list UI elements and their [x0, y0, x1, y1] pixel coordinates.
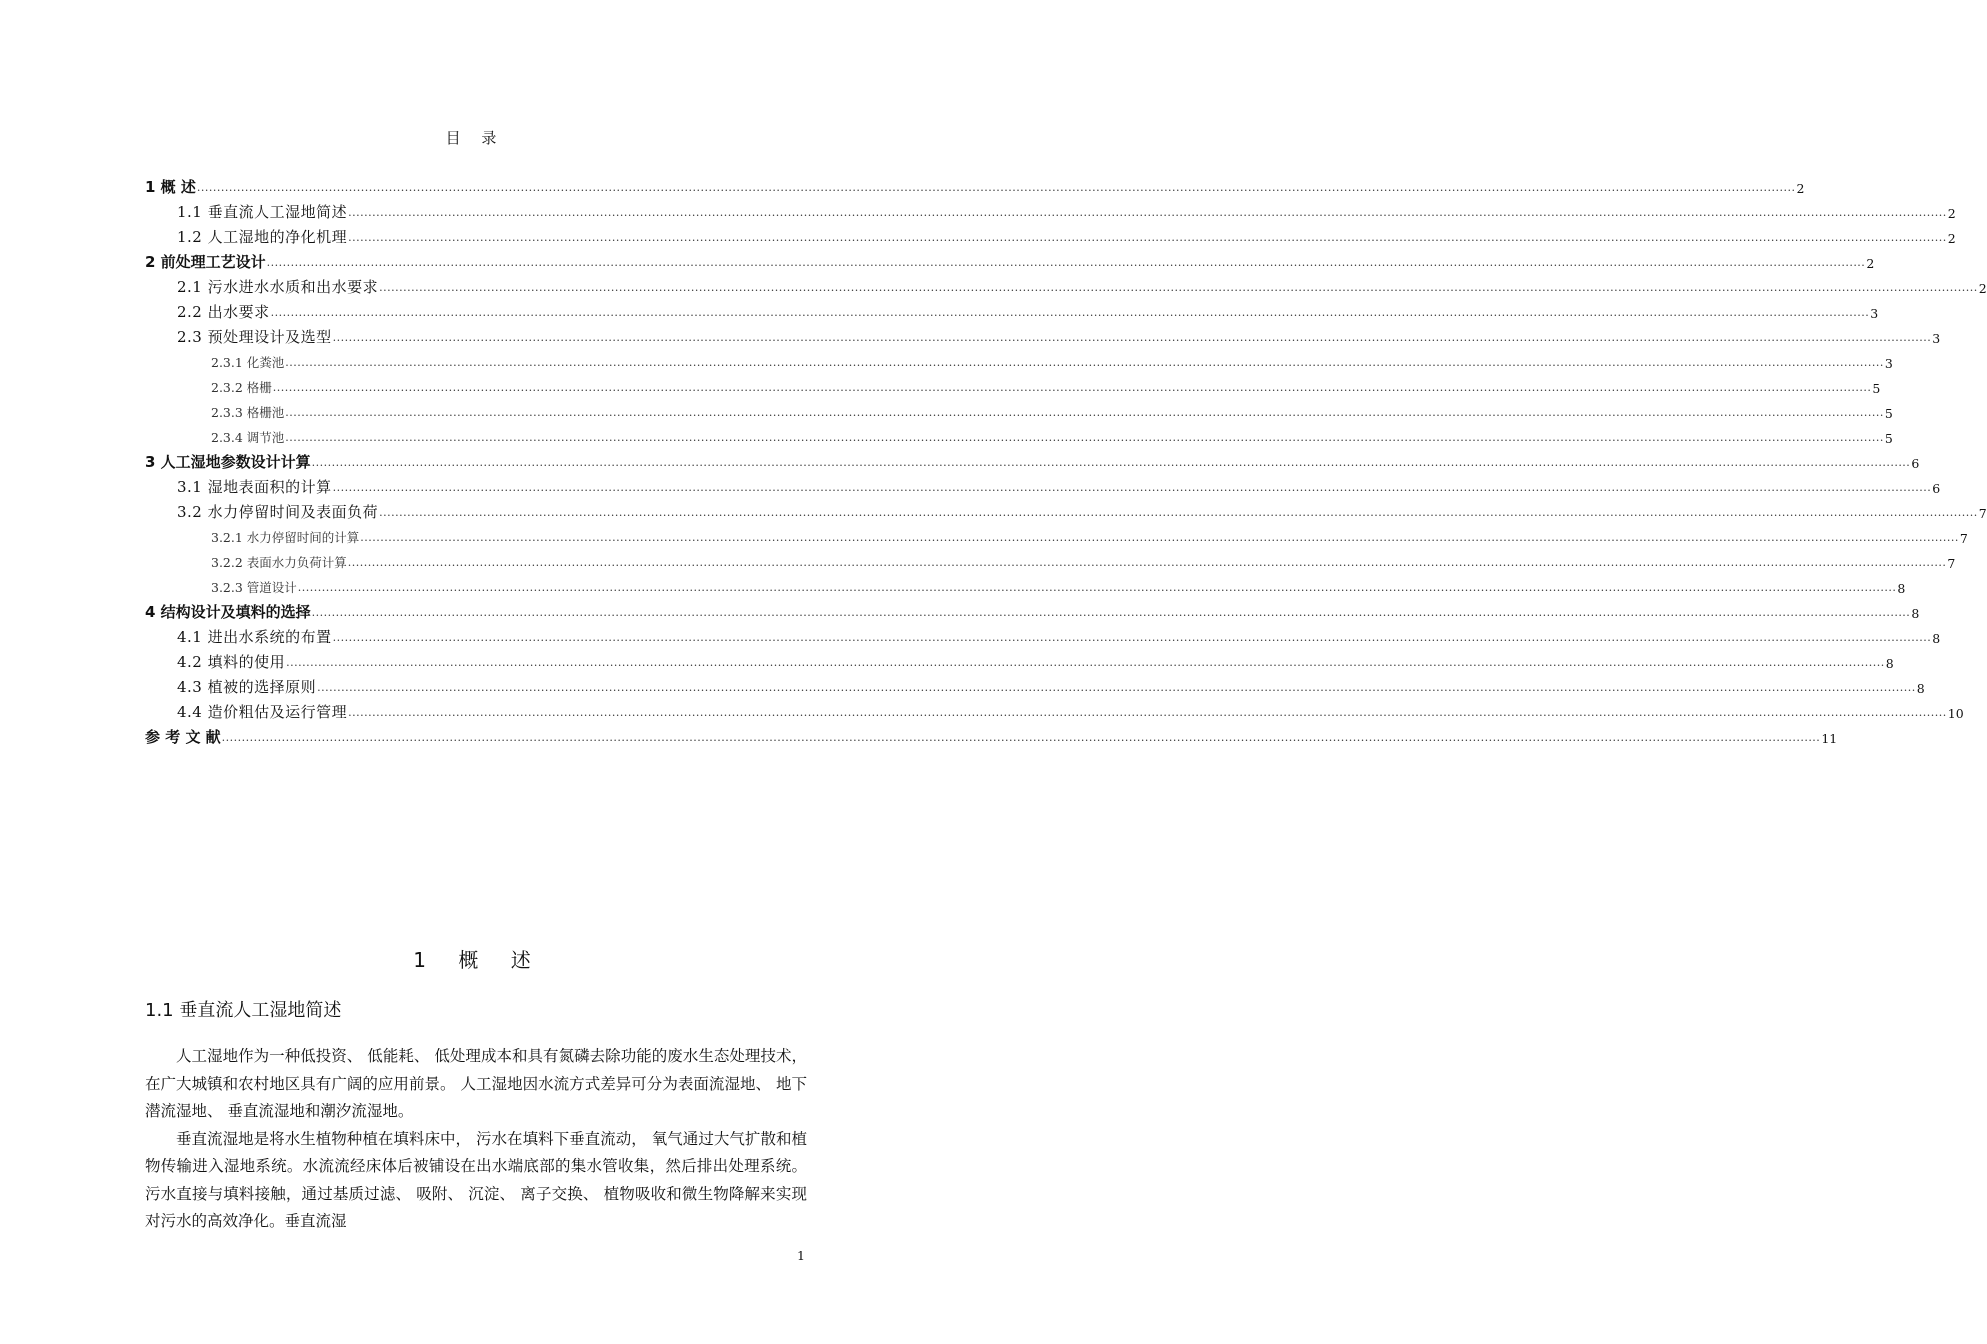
page-number: 1: [797, 1248, 805, 1263]
toc-leader-dots: ................................................................................................................................................................................................................................................................................................................................................................................................................: [332, 481, 1932, 494]
toc-leader-dots: ................................................................................................................................................................................................................................................................................................................................................................................................................: [285, 406, 1884, 419]
toc-entry[interactable]: [145, 349, 1893, 374]
toc-entry-label: 4.1 进出水系统的布置: [177, 628, 332, 646]
toc-entry-label: 2.3.3 格栅池: [211, 405, 285, 420]
table-of-contents: [145, 174, 1987, 749]
toc-entry[interactable]: [145, 449, 1920, 474]
toc-entry[interactable]: [145, 674, 1925, 699]
toc-leader-dots: ................................................................................................................................................................................................................................................................................................................................................................................................................: [221, 731, 1821, 744]
toc-entry-label: 2.3.1 化粪池: [211, 355, 285, 370]
toc-entry-label: 3.2.2 表面水力负荷计算: [211, 555, 347, 570]
toc-entry-page: 3: [1870, 306, 1879, 321]
toc-leader-dots: ................................................................................................................................................................................................................................................................................................................................................................................................................: [348, 206, 1947, 219]
toc-entry[interactable]: [145, 224, 1956, 249]
toc-entry-label: 2.1 污水进水水质和出水要求: [177, 278, 379, 296]
toc-entry-page: 8: [1911, 606, 1920, 621]
toc-entry-page: 8: [1885, 656, 1894, 671]
toc-entry-page: 11: [1821, 731, 1838, 746]
toc-leader-dots: ................................................................................................................................................................................................................................................................................................................................................................................................................: [286, 656, 1885, 669]
toc-entry-page: 2: [1866, 256, 1875, 271]
toc-entry-page: 2: [1947, 231, 1956, 246]
toc-entry[interactable]: [145, 324, 1941, 349]
section-heading: 1.1 垂直流人工湿地简述: [145, 1000, 342, 1021]
toc-entry-page: 7: [1947, 556, 1956, 571]
toc-entry-label: 3.1 湿地表面积的计算: [177, 478, 332, 496]
toc-entry[interactable]: [145, 174, 1805, 199]
toc-entry-label: 4 结构设计及填料的选择: [145, 603, 311, 621]
toc-entry[interactable]: [145, 524, 1968, 549]
toc-entry[interactable]: [145, 399, 1893, 424]
paragraph: 人工湿地作为一种低投资、 低能耗、 低处理成本和具有氮磷去除功能的废水生态处理技术， 在广大城镇和农村地区具有广阔的应用前景。 人工湿地因水流方式差异可分为表面流湿地、 地下潜流湿地、 垂直流湿地和潮汐流湿地。: [145, 1047, 807, 1120]
toc-entry[interactable]: [145, 474, 1941, 499]
toc-entry[interactable]: [145, 649, 1894, 674]
toc-entry-page: 5: [1884, 406, 1893, 421]
toc-entry-page: 8: [1932, 631, 1941, 646]
toc-leader-dots: ................................................................................................................................................................................................................................................................................................................................................................................................................: [285, 356, 1884, 369]
toc-entry-page: 5: [1884, 431, 1893, 446]
toc-entry[interactable]: [145, 724, 1838, 749]
toc-entry-label: 2.2 出水要求: [177, 303, 270, 321]
toc-leader-dots: ................................................................................................................................................................................................................................................................................................................................................................................................................: [270, 306, 1870, 319]
toc-entry[interactable]: [145, 249, 1875, 274]
toc-entry-page: 6: [1911, 456, 1920, 471]
toc-entry-label: 参 考 文 献: [145, 728, 221, 746]
toc-entry-page: 2: [1796, 181, 1805, 196]
toc-entry-label: 1.1 垂直流人工湿地简述: [177, 203, 348, 221]
toc-leader-dots: ................................................................................................................................................................................................................................................................................................................................................................................................................: [272, 381, 1872, 394]
toc-leader-dots: ................................................................................................................................................................................................................................................................................................................................................................................................................: [332, 331, 1932, 344]
toc-entry-label: 2.3.4 调节池: [211, 430, 285, 445]
toc-entry-page: 7: [1978, 506, 1987, 521]
toc-entry-page: 8: [1897, 581, 1906, 596]
toc-entry-label: 2.3 预处理设计及选型: [177, 328, 332, 346]
toc-leader-dots: ................................................................................................................................................................................................................................................................................................................................................................................................................: [379, 281, 1978, 294]
toc-leader-dots: ................................................................................................................................................................................................................................................................................................................................................................................................................: [379, 506, 1978, 519]
toc-entry-page: 10: [1947, 706, 1964, 721]
toc-entry-page: 5: [1872, 381, 1881, 396]
chapter-heading: 1 概 述: [413, 948, 537, 972]
toc-entry-page: 2: [1978, 281, 1987, 296]
toc-leader-dots: ................................................................................................................................................................................................................................................................................................................................................................................................................: [347, 556, 1947, 569]
toc-entry-label: 4.2 填料的使用: [177, 653, 286, 671]
toc-entry-label: 1.2 人工湿地的净化机理: [177, 228, 348, 246]
toc-entry-label: 3.2.3 管道设计: [211, 580, 297, 595]
toc-entry[interactable]: [145, 274, 1987, 299]
toc-entry-label: 2.3.2 格栅: [211, 380, 272, 395]
toc-entry[interactable]: [145, 574, 1906, 599]
toc-entry-label: 2 前处理工艺设计: [145, 253, 266, 271]
toc-entry-page: 2: [1947, 206, 1956, 221]
toc-leader-dots: ................................................................................................................................................................................................................................................................................................................................................................................................................: [297, 581, 1897, 594]
toc-leader-dots: ................................................................................................................................................................................................................................................................................................................................................................................................................: [285, 431, 1884, 444]
toc-leader-dots: ................................................................................................................................................................................................................................................................................................................................................................................................................: [266, 256, 1866, 269]
toc-leader-dots: ................................................................................................................................................................................................................................................................................................................................................................................................................: [311, 456, 1911, 469]
toc-entry-page: 3: [1932, 331, 1941, 346]
toc-leader-dots: ................................................................................................................................................................................................................................................................................................................................................................................................................: [196, 181, 1796, 194]
toc-entry-label: 1 概 述: [145, 178, 196, 196]
toc-entry[interactable]: [145, 424, 1893, 449]
toc-entry-label: 3.2 水力停留时间及表面负荷: [177, 503, 379, 521]
toc-entry[interactable]: [145, 299, 1879, 324]
toc-entry[interactable]: [145, 599, 1920, 624]
toc-entry-page: 8: [1916, 681, 1925, 696]
toc-leader-dots: ................................................................................................................................................................................................................................................................................................................................................................................................................: [311, 606, 1911, 619]
toc-entry-label: 4.3 植被的选择原则: [177, 678, 317, 696]
toc-leader-dots: ................................................................................................................................................................................................................................................................................................................................................................................................................: [332, 631, 1932, 644]
toc-entry-page: 3: [1884, 356, 1893, 371]
toc-leader-dots: ................................................................................................................................................................................................................................................................................................................................................................................................................: [348, 231, 1947, 244]
toc-entry[interactable]: [145, 199, 1956, 224]
toc-entry-label: 3 人工湿地参数设计计算: [145, 453, 311, 471]
toc-entry[interactable]: [145, 549, 1956, 574]
toc-entry-page: 7: [1959, 531, 1968, 546]
toc-entry-label: 3.2.1 水力停留时间的计算: [211, 530, 360, 545]
toc-leader-dots: ................................................................................................................................................................................................................................................................................................................................................................................................................: [348, 706, 1947, 719]
toc-entry[interactable]: [145, 624, 1941, 649]
toc-entry[interactable]: [145, 499, 1987, 524]
toc-entry-page: 6: [1932, 481, 1941, 496]
toc-entry-label: 4.4 造价粗估及运行管理: [177, 703, 348, 721]
toc-leader-dots: ................................................................................................................................................................................................................................................................................................................................................................................................................: [317, 681, 1916, 694]
toc-leader-dots: ................................................................................................................................................................................................................................................................................................................................................................................................................: [360, 531, 1959, 544]
body-text: [145, 1043, 807, 1236]
paragraph: 垂直流湿地是将水生植物种植在填料床中， 污水在填料下垂直流动， 氧气通过大气扩散和植物传输进入湿地系统。水流流经床体后被铺设在出水端底部的集水管收集，然后排出处理系统。污水直接与填料接触，通过基质过滤、 吸附、 沉淀、 离子交换、 植物吸收和微生物降解来实现对污水的高效净化。垂直流湿: [145, 1129, 807, 1230]
toc-entry[interactable]: [145, 374, 1881, 399]
toc-entry[interactable]: [145, 699, 1964, 724]
toc-title: 目 录: [445, 129, 505, 147]
